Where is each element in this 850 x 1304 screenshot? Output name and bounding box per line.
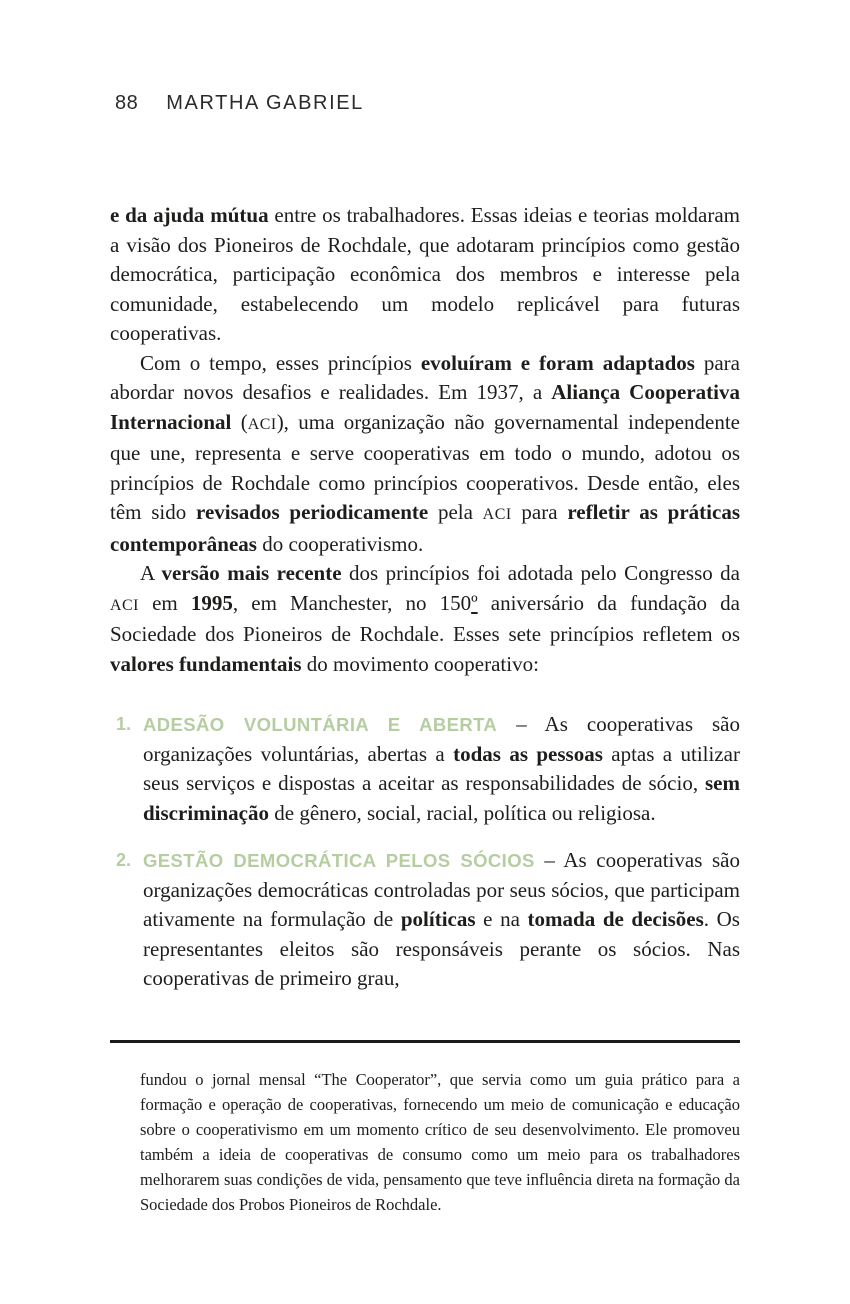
principle-heading: GESTÃO DEMOCRÁTICA PELOS SÓCIOS <box>143 850 535 871</box>
text-run: para abordar novos desafios e realidades. Em 1937, a <box>110 350 740 404</box>
text-run: pela <box>428 500 483 524</box>
bold-text: e da ajuda mútua <box>110 203 269 227</box>
principle-heading: ADESÃO VOLUNTÁRIA E ABERTA <box>143 714 498 735</box>
text-run: do movimento cooperativo: <box>301 651 539 676</box>
bold-text: políticas <box>400 907 476 931</box>
bold-text: todas as pessoas <box>453 741 603 766</box>
footnote-block <box>110 1040 740 1217</box>
text-run: de gênero, social, racial, política ou religiosa. <box>269 800 656 825</box>
bold-text: revisados periodicamente <box>196 500 429 524</box>
bold-text: versão mais recente <box>161 561 342 585</box>
text-run: aniversário da fundação da Sociedade dos Pioneiros de Rochdale. Esses sete princípios refletem os <box>110 590 740 646</box>
text-run: e na <box>475 907 528 931</box>
bold-text: refletir as práticas contemporâneas <box>110 500 740 556</box>
paragraph <box>110 559 740 679</box>
bold-text: evoluíram e foram adaptados <box>420 350 695 375</box>
text-run: do cooperativismo. <box>256 531 424 556</box>
text-run: ACI <box>247 415 277 433</box>
text-run: ACI <box>482 506 512 523</box>
bold-text: 1995 <box>190 590 233 615</box>
paragraph-group <box>110 201 740 679</box>
footnote-text: fundou o jornal mensal “The Cooperator”, que servia como um guia prático para a formação e operação de cooperativas, fornecendo um meio de comunicação e educação sobre o cooperativismo em um momento crítico de seu desenvolvimento. Ele promoveu também a ideia de cooperativas de consumo como um meio para os trabalhadores melhorarem suas condições de vida, pensamento que teve influência direta na formação da Sociedade dos Probos Pioneiros de Rochdale. <box>140 1070 740 1214</box>
text-run: entre os trabalhadores. Essas ideias e teorias moldaram a visão dos Pioneiros de Rochdale, que adotaram princípios como gestão democrática, participação econômica dos membros e interesse pela comunidade, estabelecendo um modelo replicável para futuras cooperativas. <box>110 203 740 345</box>
text-run: – As cooperativas são organizações voluntárias, abertas a <box>143 712 740 766</box>
principle-number: 2. <box>116 850 132 870</box>
text-run: em <box>138 590 191 615</box>
principles-list <box>110 710 740 994</box>
text-run: dos princípios foi adotada pelo Congresso da <box>341 561 740 585</box>
text-run: ), uma organização não governamental independente que une, representa e serve cooperativas em todo o mundo, adotou os princípios de Rochdale como princípios cooperativos. Desde então, eles têm sido <box>110 409 740 524</box>
text-run: – As cooperativas são organizações democráticas controladas por seus sócios, que participam ativamente na formulação de <box>143 848 740 931</box>
text-run: , em Manchester, no 150 <box>232 590 472 615</box>
text-run: º <box>471 590 478 615</box>
paragraph <box>110 349 740 560</box>
text-run: ACI <box>110 596 139 614</box>
paragraph <box>110 201 740 349</box>
text-run: A <box>140 561 162 585</box>
body-content <box>110 201 740 1012</box>
bold-text: Aliança Cooperativa Internacional <box>110 380 740 434</box>
text-run: para <box>511 500 568 524</box>
text-run: Com o tempo, esses princípios <box>140 350 421 375</box>
principle-item <box>110 710 740 828</box>
principle-item <box>110 846 740 994</box>
page-header <box>115 92 364 115</box>
text-run: aptas a utilizar seus serviços e dispostas a aceitar as responsabilidades de sócio, <box>143 741 740 795</box>
running-title: MARTHA GABRIEL <box>166 92 364 114</box>
text-run: ( <box>231 409 248 434</box>
bold-text: valores fundamentais <box>110 651 302 676</box>
bold-text: sem discriminação <box>143 771 740 825</box>
footnote-separator <box>110 1040 740 1043</box>
page-number: 88 <box>115 92 139 114</box>
bold-text: tomada de decisões <box>527 907 704 931</box>
principle-number: 1. <box>116 714 132 734</box>
text-run: . Os representantes eleitos são responsáveis perante os sócios. Nas cooperativas de primeiro grau, <box>143 907 740 990</box>
